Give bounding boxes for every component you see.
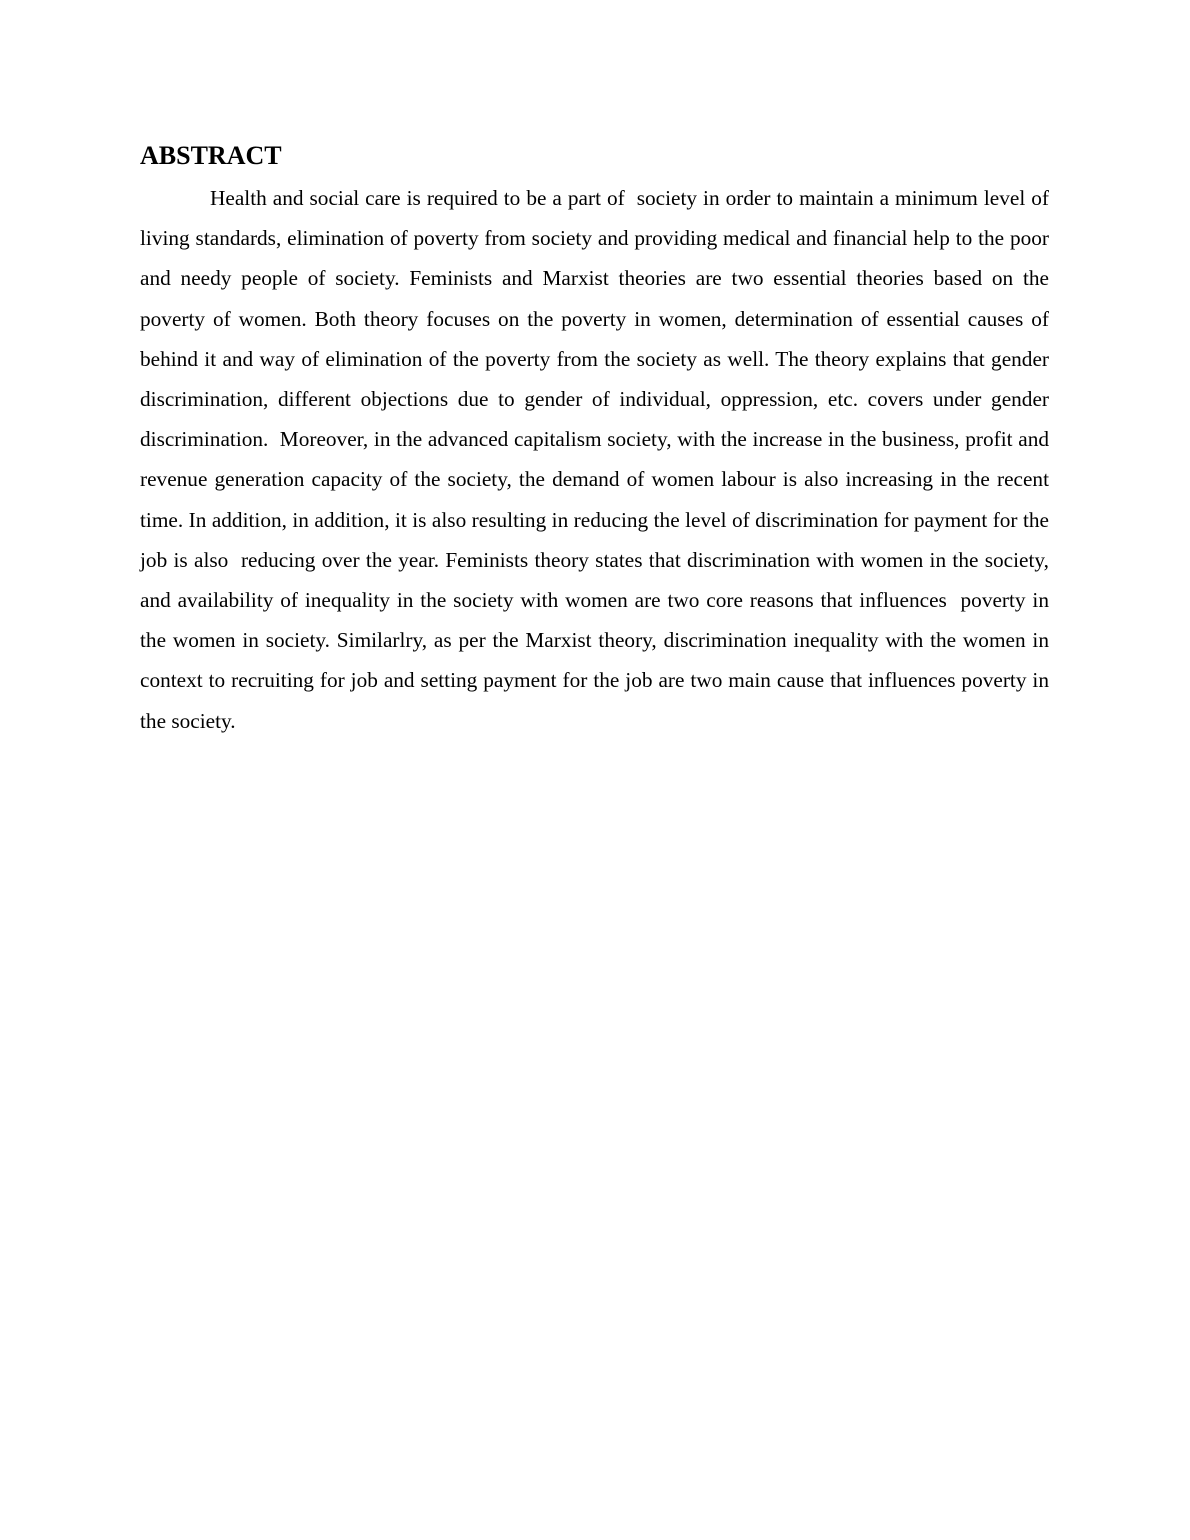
abstract-paragraph: Health and social care is required to be a part of society in order to maintain a minimum level of living standards, elimination of poverty from society and providing medical and financial help to the poor and needy people of society. Feminists and Marxist theories are two essential theories based on the poverty of women. Both theory focuses on the poverty in women, determination of essential causes of behind it and way of elimination of the poverty from the society as well. The theory explains that gender discrimination, different objections due to gender of individual, oppression, etc. covers under gender discrimination. Moreover, in the advanced capitalism society, with the increase in the business, profit and revenue generation capacity of the society, the demand of women labour is also increasing in the recent time. In addition, in addition, it is also resulting in reducing the level of discrimination for payment for the job is also reducing over the year. Feminists theory states that discrimination with women in the society, and availability of inequality in the society with women are two core reasons that influences poverty in the women in society. Similarlry, as per the Marxist theory, discrimination inequality with the women in context to recruiting for job and setting payment for the job are two main cause that influences poverty in the society. [140, 186, 1055, 733]
abstract-heading: ABSTRACT [140, 141, 282, 170]
abstract-section [140, 138, 1055, 741]
